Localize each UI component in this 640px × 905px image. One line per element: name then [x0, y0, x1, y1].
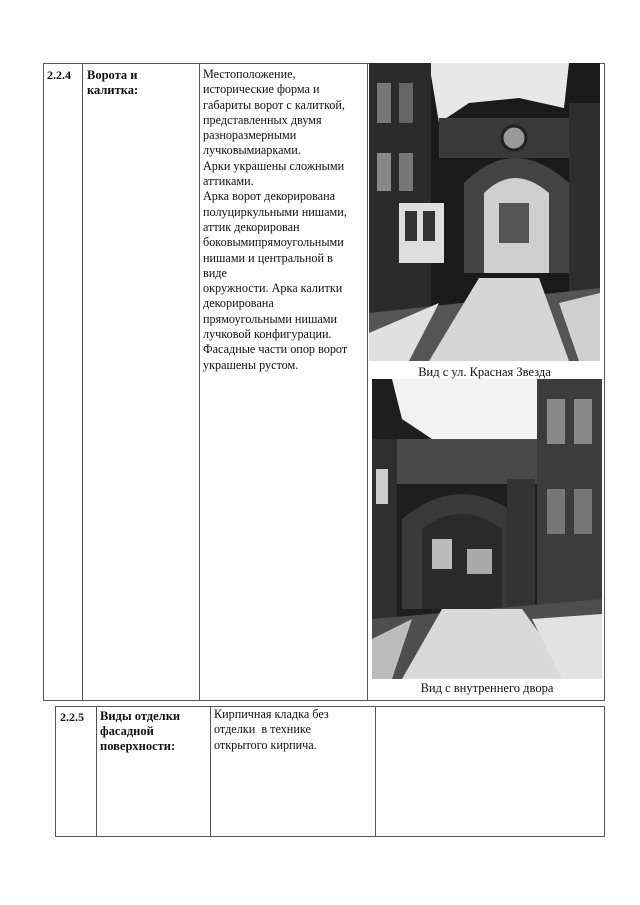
description-line: прямоугольными нишами: [203, 311, 337, 326]
row-title-line: фасадной: [100, 724, 154, 738]
description-line: Арки украшены сложными: [203, 158, 345, 173]
description-line: окружности. Арка калитки: [203, 281, 343, 296]
description-line: Арка ворот декорирована: [203, 189, 335, 204]
description-line: открытого кирпича.: [214, 737, 317, 752]
row-title-line: Ворота и: [87, 68, 138, 82]
row-title-line: Виды отделки: [100, 709, 181, 723]
description-line: виде: [203, 265, 227, 280]
description-line: декорирована: [203, 296, 274, 311]
description-line: Фасадные части опор ворот: [203, 342, 348, 357]
description-line: Кирпичная кладка без: [214, 707, 329, 721]
description-line: украшены рустом.: [203, 357, 299, 372]
description-line: исторические форма и: [203, 82, 320, 97]
description-line: боковымипрямоугольными: [203, 235, 344, 250]
row-number: 2.2.4: [47, 68, 71, 82]
row-title-line: поверхности:: [100, 739, 176, 753]
description-line: лучковымиарками.: [203, 143, 301, 158]
description-line: отделки в технике: [214, 722, 311, 737]
row-title: [100, 709, 180, 754]
row-number: 2.2.5: [60, 710, 84, 724]
photo-caption: Вид с внутреннего двора: [420, 681, 554, 695]
description-line: лучковой конфигурации.: [203, 327, 332, 342]
gate-courtyard-photo: [372, 379, 602, 679]
row-description: [203, 67, 365, 373]
gate-street-photo: [369, 63, 600, 361]
description-line: разноразмерными: [203, 128, 297, 143]
description-line: нишами и центральной в: [203, 250, 333, 265]
row-description: [214, 707, 372, 753]
description-line: аттик декорирован: [203, 219, 300, 234]
photo-caption: Вид с ул. Красная Звезда: [418, 365, 551, 379]
description-line: аттиками.: [203, 174, 254, 189]
description-line: габариты ворот с калиткой,: [203, 97, 345, 112]
description-line: Местоположение,: [203, 67, 296, 81]
description-line: полуциркульными нишами,: [203, 204, 347, 219]
row-title: [87, 68, 138, 98]
description-line: представленных двумя: [203, 112, 322, 127]
row-title-line: калитка:: [87, 83, 139, 97]
